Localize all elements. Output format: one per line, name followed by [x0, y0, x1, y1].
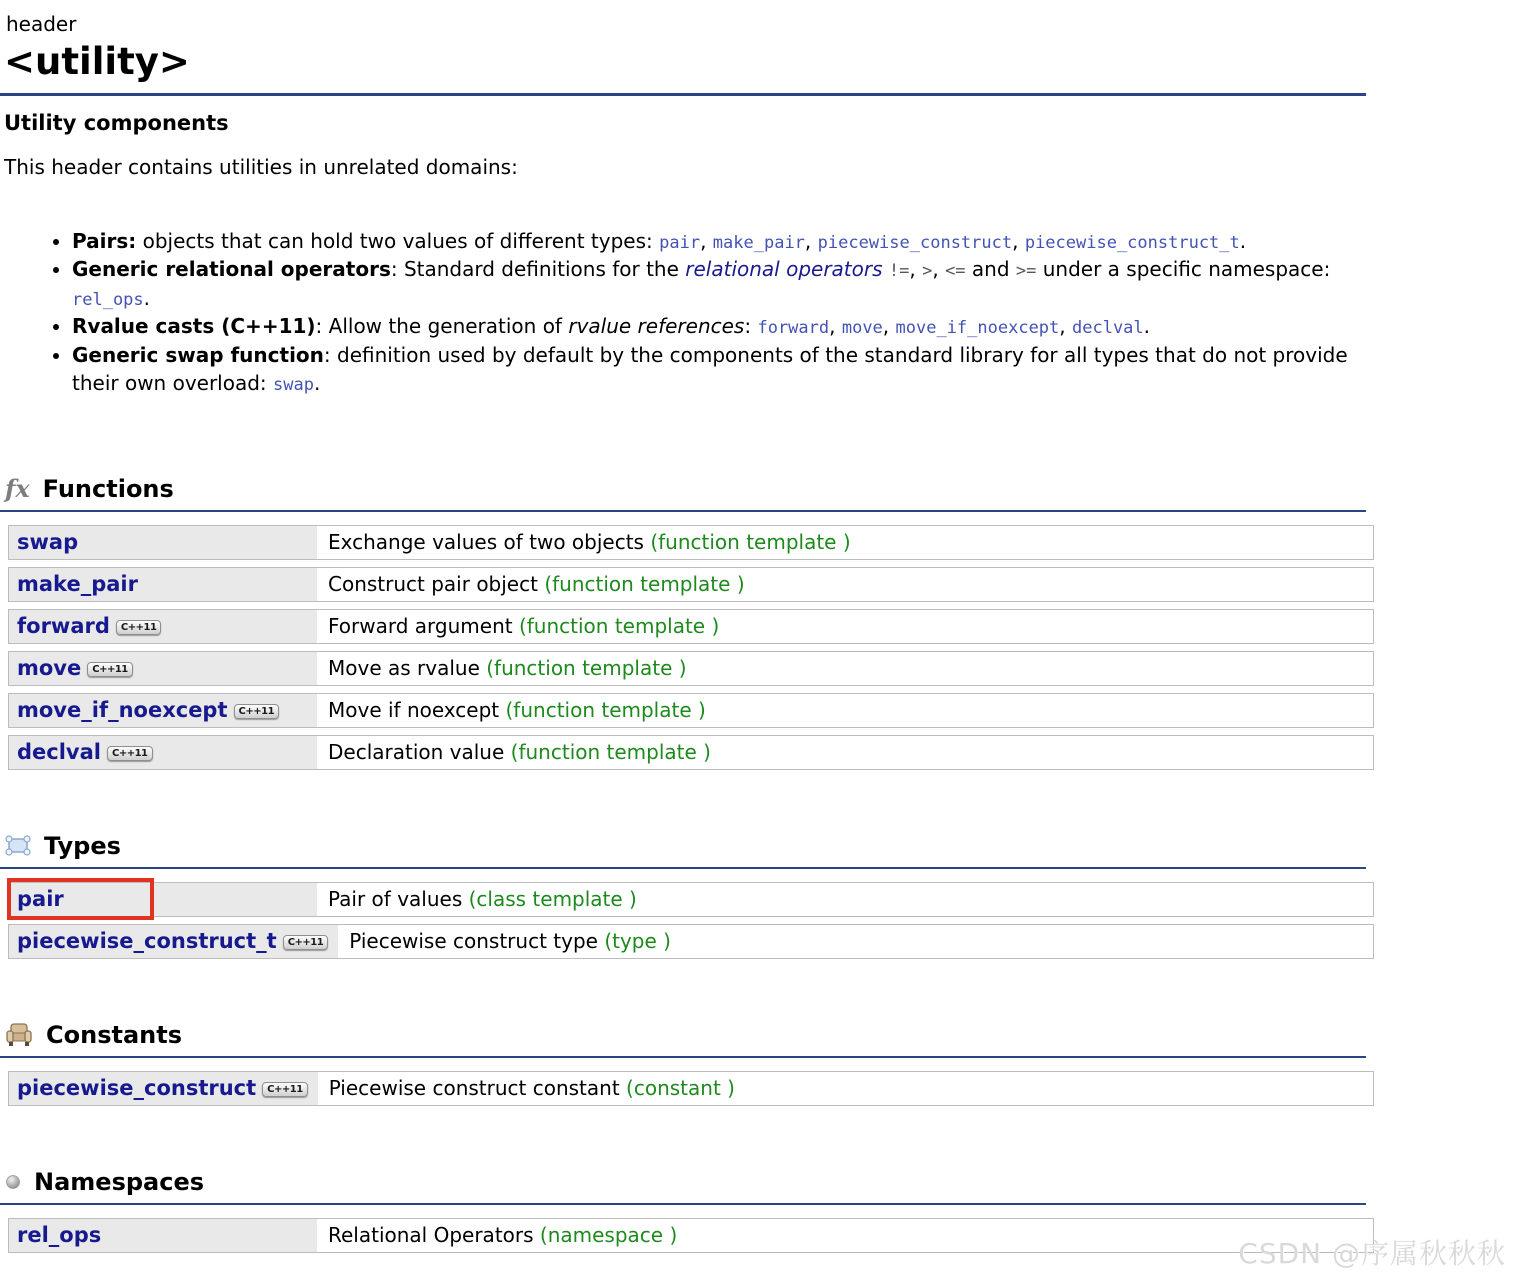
list-item-pairs [72, 227, 1380, 255]
desc-cell [341, 925, 1373, 958]
constants-section [0, 1021, 1522, 1106]
name-cell [9, 610, 317, 643]
list-item-relational [72, 255, 1380, 312]
swap-inline-link[interactable]: swap [273, 374, 314, 395]
desc-cell [320, 736, 1373, 769]
page-title: <utility> [4, 40, 190, 83]
bullet-text: and [965, 257, 1016, 282]
relational-operators-link[interactable]: relational operators [685, 257, 883, 282]
row-description: Forward argument [328, 614, 513, 639]
bullet-text: objects that can hold two values of different types: [136, 229, 660, 253]
watermark: CSDN @序属秋秋秋 [1238, 1237, 1506, 1270]
rel-ops-link[interactable]: rel_ops [72, 289, 144, 310]
emphasis-text: rvalue references [568, 314, 745, 339]
table-row [8, 735, 1374, 770]
declval-link[interactable]: declval [17, 740, 101, 765]
row-description: Exchange values of two objects [328, 530, 644, 555]
desc-cell [320, 610, 1373, 643]
desc-cell [321, 1072, 1373, 1105]
move-if-noexcept-link[interactable]: move_if_noexcept [895, 318, 1060, 339]
cpp11-badge: C++11 [283, 935, 329, 950]
functions-section [0, 475, 1522, 770]
row-kind: (function template ) [510, 740, 711, 765]
forward-link[interactable]: forward [757, 318, 830, 339]
table-row [8, 1071, 1374, 1106]
cpp11-badge: C++11 [87, 662, 133, 677]
period: . [143, 285, 151, 310]
operator-neq: != [888, 261, 910, 282]
bullet-text: : Allow the generation of [315, 314, 569, 339]
bullet-lead: Generic swap function [72, 342, 324, 367]
name-cell [9, 652, 317, 685]
header-kicker: header [6, 12, 77, 36]
types-section [0, 832, 1522, 959]
move-if-noexcept-link[interactable]: move_if_noexcept [17, 698, 228, 723]
piecewise-construct-link[interactable]: piecewise_construct [817, 233, 1013, 253]
constants-icon [5, 1022, 33, 1048]
desc-cell [320, 652, 1373, 685]
row-kind: (function template ) [486, 656, 687, 681]
separator: , [882, 314, 896, 339]
piecewise-construct-link[interactable]: piecewise_construct [17, 1076, 257, 1101]
row-description: Move as rvalue [328, 656, 480, 681]
name-cell [9, 925, 338, 958]
bullet-lead: Pairs: [72, 229, 137, 253]
overview-heading: Utility components [4, 111, 229, 135]
name-cell [9, 526, 317, 559]
name-cell [9, 1219, 317, 1252]
functions-icon: fx [5, 474, 30, 504]
cpp11-badge: C++11 [107, 746, 153, 761]
title-rule [0, 93, 1366, 96]
desc-cell [320, 526, 1373, 559]
piecewise-construct-t-link[interactable]: piecewise_construct_t [17, 929, 277, 954]
list-item-swap [72, 341, 1380, 398]
bullet-text: : definition used by default by the components of the standard library for all types that do not provide their own overload: [72, 342, 1348, 395]
operator-gte: >= [1015, 261, 1037, 282]
operator-gt: > [922, 261, 933, 282]
section-title: Constants [46, 1021, 182, 1050]
piecewise-construct-t-link[interactable]: piecewise_construct_t [1024, 233, 1240, 253]
desc-cell [320, 883, 1373, 916]
separator: , [804, 229, 818, 253]
desc-cell [320, 694, 1373, 727]
row-description: Construct pair object [328, 572, 538, 597]
row-description: Relational Operators [328, 1223, 534, 1248]
table-row [8, 525, 1374, 560]
operator-lte: <= [945, 261, 966, 282]
table-row [8, 1218, 1374, 1253]
period: . [1143, 314, 1151, 339]
declval-link[interactable]: declval [1072, 318, 1144, 339]
separator: , [909, 257, 923, 282]
row-kind: (function template ) [544, 572, 745, 597]
bullet-lead: Rvalue casts (C++11) [72, 314, 316, 339]
row-kind: (type ) [604, 929, 671, 954]
separator: , [700, 229, 713, 253]
separator: , [932, 257, 946, 282]
row-kind: (function template ) [650, 530, 851, 555]
table-row [8, 882, 1374, 917]
section-title: Namespaces [34, 1168, 205, 1197]
name-cell [9, 1072, 318, 1105]
separator: , [829, 314, 842, 339]
row-kind: (constant ) [626, 1076, 735, 1101]
table-row [8, 609, 1374, 644]
period: . [1239, 229, 1247, 253]
table-row [8, 693, 1374, 728]
overview-intro: This header contains utilities in unrelated domains: [4, 155, 518, 179]
row-kind: (class template ) [468, 887, 637, 912]
bullet-text: : Standard definitions for the [390, 257, 686, 282]
row-kind: (function template ) [505, 698, 706, 723]
row-description: Piecewise construct constant [328, 1076, 620, 1101]
section-title: Types [44, 832, 121, 861]
row-kind: (namespace ) [539, 1223, 678, 1248]
name-cell [9, 694, 317, 727]
separator: , [1012, 229, 1025, 253]
cpp11-badge: C++11 [234, 704, 280, 719]
desc-cell [320, 1219, 1373, 1252]
row-description: Declaration value [328, 740, 505, 765]
bullet-text: under a specific namespace: [1036, 257, 1331, 282]
types-icon [5, 835, 31, 857]
bullet-lead: Generic relational operators [72, 257, 391, 282]
row-description: Pair of values [328, 887, 463, 912]
list-item-rvalue [72, 312, 1380, 340]
separator: , [1059, 314, 1072, 339]
row-description: Piecewise construct type [349, 929, 598, 954]
bullet-text: : [744, 314, 758, 339]
namespaces-icon [5, 1174, 21, 1190]
desc-cell [320, 568, 1373, 601]
pair-link[interactable]: pair [659, 233, 701, 253]
swap-link[interactable]: swap [17, 530, 79, 555]
rel-ops-link[interactable]: rel_ops [17, 1223, 102, 1248]
name-cell [9, 883, 317, 916]
forward-link[interactable]: forward [17, 614, 110, 639]
overview-list [0, 227, 1380, 397]
name-cell [9, 736, 317, 769]
make-pair-link[interactable]: make_pair [17, 572, 138, 597]
make-pair-link[interactable]: make_pair [712, 233, 805, 253]
table-row [8, 651, 1374, 686]
move-link[interactable]: move [841, 318, 883, 339]
cpp11-badge: C++11 [262, 1082, 308, 1097]
table-row [8, 567, 1374, 602]
name-cell [9, 568, 317, 601]
period: . [313, 370, 321, 395]
table-row [8, 924, 1374, 959]
move-link[interactable]: move [17, 656, 82, 681]
cpp11-badge: C++11 [116, 620, 162, 635]
row-description: Move if noexcept [328, 698, 500, 723]
pair-link[interactable]: pair [17, 887, 64, 912]
section-title: Functions [42, 475, 174, 504]
row-kind: (function template ) [518, 614, 720, 639]
